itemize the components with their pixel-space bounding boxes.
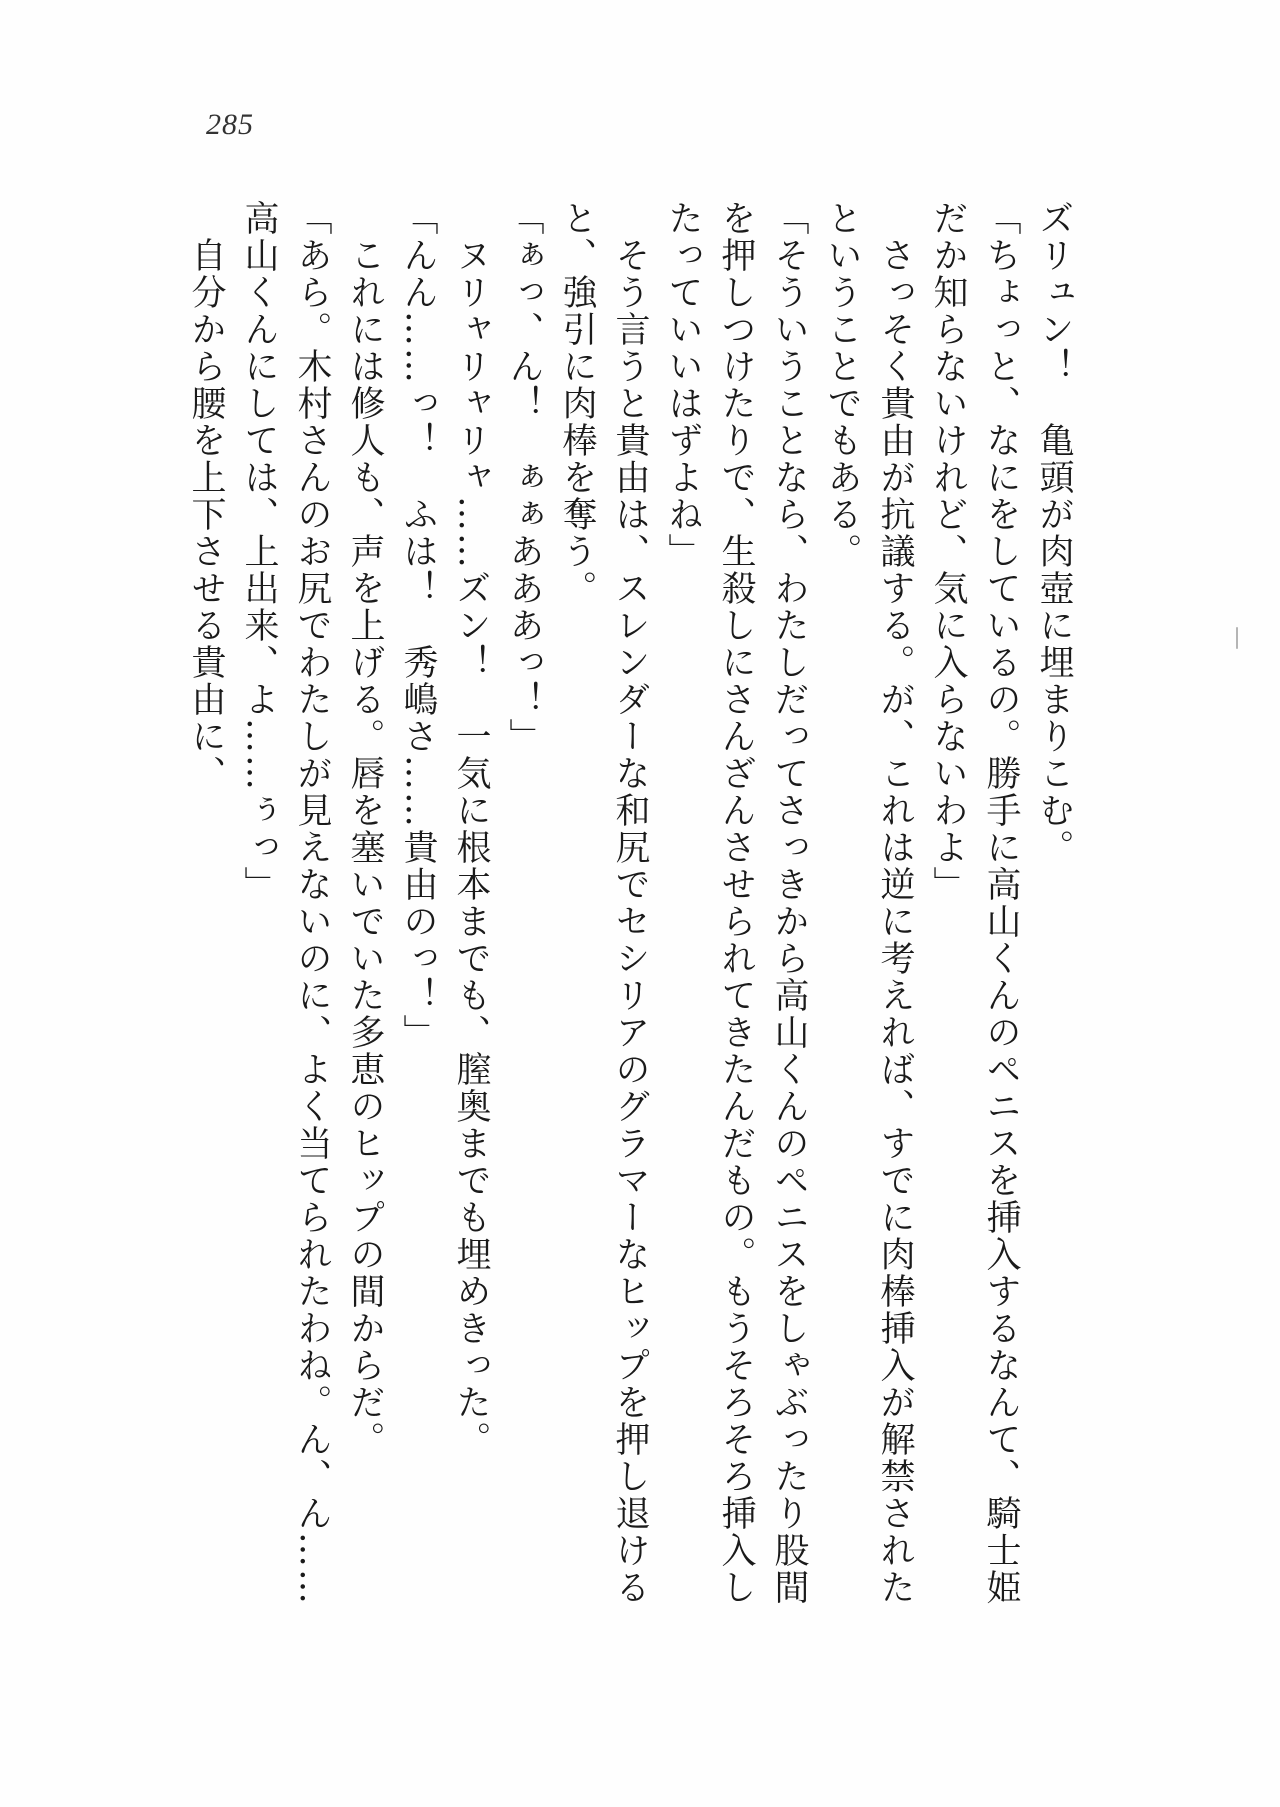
page-number: 285 [206, 108, 254, 141]
text-line: 「そういうことなら、わたしだってさっきから高山くんのペニスをしゃぶったり股間 [769, 200, 809, 1606]
text-line: さっそく貴由が抗議する。が、これは逆に考えれば、すでに肉棒挿入が解禁された [875, 200, 915, 1606]
text-line: 自分から腰を上下させる貴由に、 [186, 200, 226, 792]
text-line: これには修人も、声を上げる。唇を塞いでいた多恵のヒップの間からだ。 [345, 200, 385, 1458]
text-line: を押しつけたりで、生殺しにさんざんさせられてきたんだもの。もうそろそろ挿入し [716, 200, 756, 1606]
text-line: そう言うと貴由は、スレンダーな和尻でセシリアのグラマーなヒップを押し退ける [610, 200, 650, 1606]
text-line: 高山くんにしては、上出来、よ……ぅっ」 [239, 200, 279, 903]
text-line: ズリュン！ 亀頭が肉壺に埋まりこむ。 [1034, 200, 1074, 866]
margin-mark [1236, 627, 1238, 649]
text-line: ヌリャリャリャ……ズン！ 一気に根本までも、膣奥までも埋めきった。 [451, 200, 491, 1458]
text-line: 「ちょっと、なにをしているの。勝手に高山くんのペニスを挿入するなんて、騎士姫 [981, 200, 1021, 1606]
text-line: 「ぁっ、ん！ ぁぁあああっ！」 [504, 200, 544, 755]
text-line: と、強引に肉棒を奪う。 [557, 200, 597, 607]
text-line: 「あら。木村さんのお尻でわたしが見えないのに、よく当てられたわね。ん、ん…… [292, 200, 332, 1606]
text-line: たっていいはずよね」 [663, 200, 703, 570]
text-line: だか知らないけれど、気に入らないわよ」 [928, 200, 968, 903]
body-text [160, 200, 1080, 1700]
text-line: 「んん……っ！ ふは！ 秀嶋さ……貴由のっ！」 [398, 200, 438, 1051]
text-line: ということでもある。 [822, 200, 862, 570]
